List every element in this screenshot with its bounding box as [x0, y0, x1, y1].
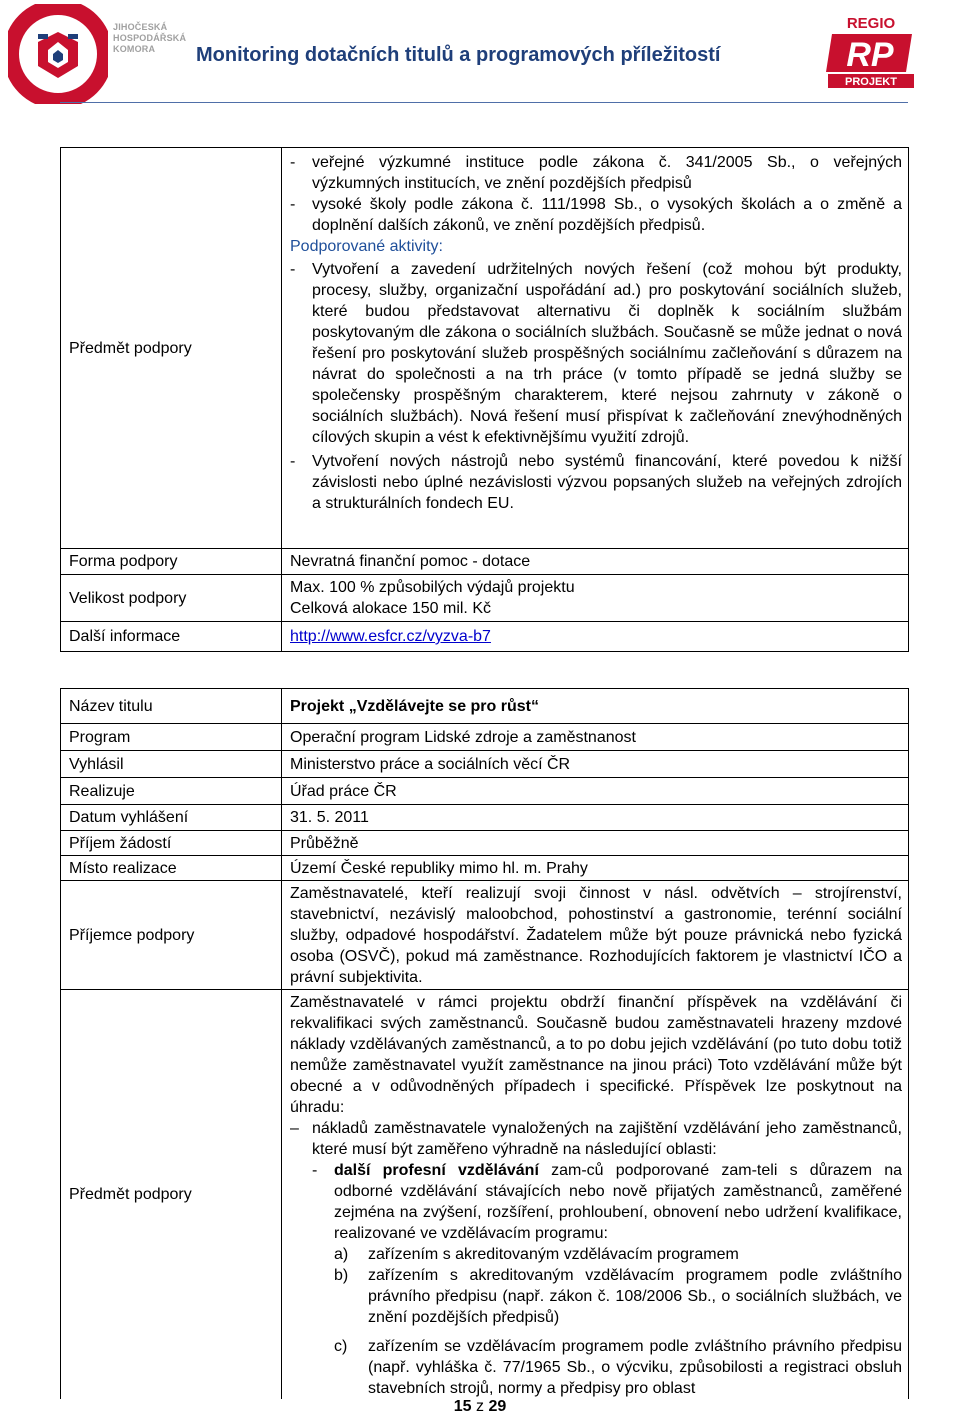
realizuje-value: Úřad práce ČR — [290, 783, 397, 800]
label-realizuje: Realizuje — [61, 778, 282, 805]
svg-text:RP: RP — [846, 36, 894, 74]
aktivity-heading: Podporované aktivity: — [290, 238, 443, 255]
page-total: 29 — [488, 1398, 507, 1415]
label-predmet-podpory-2: Předmět podpory — [61, 990, 282, 1400]
velikost-podpory-cell: Max. 100 % způsobilých výdajů projektu Celková alokace 150 mil. Kč — [290, 579, 575, 617]
label-prijemce-podpory: Příjemce podpory — [61, 881, 282, 990]
list-item: - Vytvoření nových nástrojů nebo systémů financování, které povedou k nižší závislosti nebo úplné nezávislosti výzvou popsaných služeb na veřejných zdrojích a strukturálních fondech EU. — [290, 453, 902, 512]
list-item: - další profesní vzdělávání zam-ců podporované zam-teli s důrazem na odborné vzdělávání stávajících nebo nově přijatých zaměstnanců, zaměřené zejména na zvýšení, rozšíření, prohloubení, obnovení nebo udržení kvalifikace, realizované ve vzdělávacím programu: — [312, 1162, 902, 1242]
list-item: b) zařízením s akreditovaným vzdělávacím programem podle zvláštního právního předpisu (např. zákon č. 108/2006 Sb., o sociálních službách, ve znění pozdějších předpisů) — [334, 1267, 902, 1326]
chamber-logo-icon — [8, 4, 108, 104]
list-item: - Vytvoření a zavedení udržitelných nových řešení (což mohou být produkty, procesy, služby, organizační uspořádání ad.) pro poskytování sociálních služeb, které budou představovat alternativu či doplněk k sociálním službám poskytovaným dle zákona o sociálních službách. Současně se může jednat o nová řešení pro poskytování služeb prospěšných sociálnímu začleňování s důrazem na návrat do společnosti a na trh práce (v tomto případě se jedná služby se společensky prospěšným charakterem, které nejsou zahrnuty v zákoně o sociálních službách). Nová řešení musí přispívat k začleňování znevýhodněných cílových skupin a vést k efektivnějšímu využití zdrojů. — [290, 261, 902, 446]
misto-realizace-value: Území České republiky mimo hl. m. Prahy — [290, 860, 588, 877]
predmet-intro: Zaměstnavatelé v rámci projektu obdrží finanční příspěvek na vzdělávání či rekvalifikaci svých zaměstnanců. Současně budou zaměstnavateli hrazeny mzdové náklady vzdělávaných zaměstnanců, a to po dobu jejich vzdělávání (po tuto dobu totiž nemůže zaměstnavatel využít zaměstnance na jinou práci) Toto vzdělávání může být obecné a v odůvodněných případech i specifické. Příspěvek lze poskytnout na úhradu: — [290, 994, 902, 1116]
page-header — [0, 0, 960, 112]
grant-table-2 — [60, 688, 909, 1399]
datum-vyhlaseni-value: 31. 5. 2011 — [290, 809, 369, 826]
label-misto-realizace: Místo realizace — [61, 856, 282, 881]
regio-rp-projekt-logo-icon — [826, 14, 916, 88]
label-datum-vyhlaseni: Datum vyhlášení — [61, 805, 282, 831]
letter-list — [290, 1244, 902, 1399]
grant-table-1 — [60, 147, 909, 652]
label-nazev-titulu: Název titulu — [61, 689, 282, 724]
predmet-podpory-2-cell — [282, 990, 909, 1400]
list-item: a) zařízením s akreditovaným vzdělávacím programem — [334, 1246, 739, 1263]
page-number: 15 — [453, 1398, 472, 1415]
label-forma-podpory: Forma podpory — [61, 549, 282, 575]
program-value: Operační program Lidské zdroje a zaměstnanost — [290, 729, 636, 746]
esfcr-link[interactable]: http://www.esfcr.cz/vyzva-b7 — [290, 628, 491, 645]
page-separator: z — [476, 1398, 484, 1415]
label-dalsi-informace: Další informace — [61, 622, 282, 652]
page-footer — [0, 1398, 960, 1416]
label-predmet-podpory: Předmět podpory — [61, 148, 282, 549]
list-item: – nákladů zaměstnavatele vynaložených na zajištění vzdělávání jeho zaměstnanců, které musí být zaměřeno výhradně na následující oblasti: — [290, 1120, 902, 1158]
header-title: Monitoring dotačních titulů a programových příležitostí — [196, 44, 721, 66]
predmet-podpory-cell — [282, 148, 909, 549]
list-item: c) zařízením se vzdělávacím programem podle zvláštního právního předpisu (např. vyhláška č. 77/1965 Sb., o výcviku, způsobilosti a registraci obsluh stavebních strojů, normy a předpisy pro oblast — [334, 1338, 902, 1397]
svg-text:PROJEKT: PROJEKT — [845, 76, 897, 88]
forma-podpory-value: Nevratná finanční pomoc - dotace — [290, 553, 531, 570]
header-rule — [60, 102, 908, 103]
label-velikost-podpory: Velikost podpory — [61, 575, 282, 622]
vyhlasil-value: Ministerstvo práce a sociálních věcí ČR — [290, 756, 571, 773]
label-vyhlasil: Vyhlásil — [61, 751, 282, 778]
list-item: - veřejné výzkumné instituce podle zákona č. 341/2005 Sb., o veřejných výzkumných institucích, ve znění pozdějších předpisů — [290, 154, 902, 192]
label-program: Program — [61, 724, 282, 751]
label-prijem-zadosti: Příjem žádostí — [61, 831, 282, 856]
chamber-logo-text: JIHOČESKÁ HOSPODÁŘSKÁ KOMORA — [113, 22, 187, 54]
prijemce-podpory-value: Zaměstnavatelé, kteří realizují svoji činnost v násl. odvětvích – strojírenství, stavebnictví, nezávislý maloobchod, pohostinství a gastronomie, terénní sociální služby, odpadové hospodářství. Žadatelem může být pouze právnická nebo fyzická osoba (OSVČ), pokud má zaměstnance. Rozhodujících faktorem je vlastnictví IČO a právní subjektivita. — [290, 885, 902, 986]
prijem-zadosti-value: Průběžně — [290, 835, 359, 852]
list-item: - vysoké školy podle zákona č. 111/1998 Sb., o vysokých školách a o změně a doplnění dalších zákonů, ve znění pozdějších předpisů. — [290, 196, 902, 234]
nazev-titulu-value: Projekt „Vzdělávejte se pro růst“ — [290, 698, 539, 715]
svg-text:REGIO: REGIO — [846, 15, 896, 32]
